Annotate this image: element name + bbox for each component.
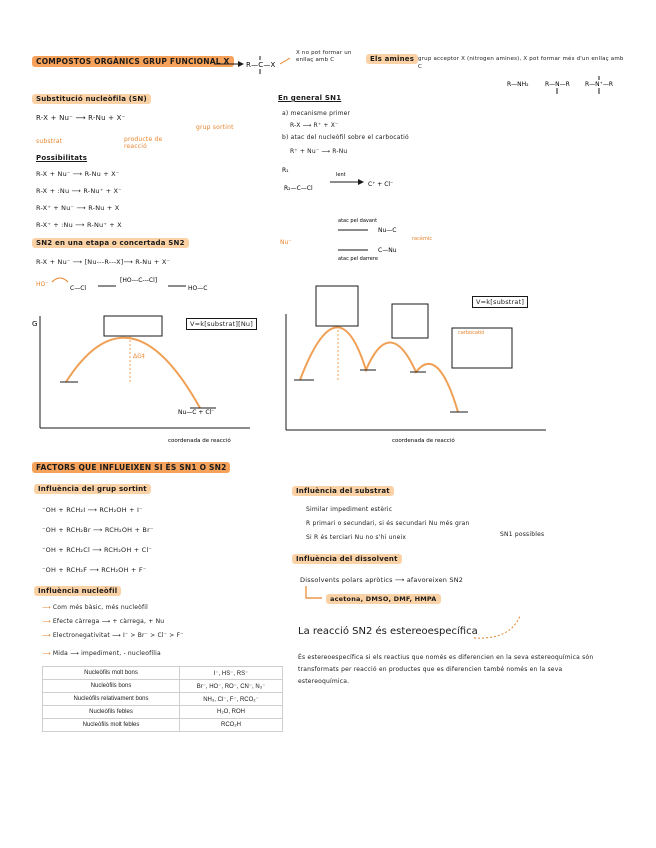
- table-cell: H₂O, ROH: [180, 706, 283, 719]
- sn2-energy-curve: [66, 338, 200, 408]
- table-cell: Nucleòfils relativament bons: [43, 693, 180, 706]
- solvent-heading: Influència del dissolvent: [292, 554, 402, 564]
- sn1-energy-curve: [300, 327, 458, 412]
- svg-text:C—Cl: C—Cl: [70, 285, 87, 292]
- sn1-rate-law: V=k[substrat]: [472, 296, 528, 308]
- sn2-heading: SN2 en una etapa o concertada SN2: [32, 238, 189, 248]
- svg-text:R—NH₂: R—NH₂: [507, 81, 529, 88]
- nucleo-heading: Influència nucleòfil: [34, 586, 121, 596]
- substrate-item-1: Similar impediment estèric: [306, 506, 393, 513]
- sn1-heading: En general SN1: [278, 94, 342, 102]
- substrate-note: SN1 possibles: [500, 531, 545, 538]
- functional-group-drawing: [210, 52, 290, 82]
- sn2-energy-diagram: [30, 312, 256, 446]
- table-row: [43, 706, 283, 719]
- svg-text:HO⁻: HO⁻: [36, 281, 49, 288]
- title-structure: [210, 52, 290, 84]
- sn1-step-a-eq: R-X ⟶ R⁺ + X⁻: [290, 122, 339, 129]
- table-cell: Nucleòfils febles: [43, 706, 180, 719]
- amine-structures: [505, 72, 615, 98]
- svg-text:R₂—C—Cl: R₂—C—Cl: [284, 185, 313, 192]
- sn1-label-racemic: racèmic: [412, 236, 432, 242]
- table-row: [43, 680, 283, 693]
- factors-heading: FACTORS QUE INFLUEIXEN SI ÉS SN1 O SN2: [32, 462, 230, 473]
- svg-text:R—N—R: R—N—R: [545, 81, 570, 88]
- sn2-equation: R-X + Nu⁻ ⟶ [Nu---R---X]⟶ R-Nu + X⁻: [36, 258, 171, 266]
- svg-text:R₁: R₁: [282, 167, 289, 174]
- sn-example-4: R-X⁺ + :Nu ⟶ R-Nu⁺ + X: [36, 221, 122, 229]
- stereo-heading: La reacció SN2 és estereoespecífica: [298, 626, 478, 637]
- sn2-axis-y-label: G: [32, 320, 38, 328]
- sn-label-product: producte de reacció: [124, 136, 163, 150]
- leaving-eq-3: ⁻OH + RCH₂Cl ⟶ RCH₂OH + Cl⁻: [42, 546, 153, 554]
- table-cell: Nucleòfils molt bons: [43, 667, 180, 680]
- sn-heading: Substitució nucleòfila (SN): [32, 94, 151, 104]
- sn1-label-back: atac pel darrere: [338, 256, 378, 262]
- svg-text:HO—C: HO—C: [188, 285, 208, 292]
- table-cell: RCO₂H: [180, 719, 283, 732]
- sn-example-3: R-X⁺ + Nu⁻ ⟶ R-Nu + X: [36, 204, 120, 212]
- table-cell: Br⁻, HO⁻, RO⁻, CN⁻, N₃⁻: [180, 680, 283, 693]
- table-cell: Nucleòfils molt febles: [43, 719, 180, 732]
- sn2-products: Nu—C + Cl⁻: [178, 409, 215, 416]
- nucleo-item-4: ⟶ Mida ⟶ impediment, - nucleofília: [42, 650, 161, 657]
- sn2-rate-law: V=k[substrat][Nu]: [186, 318, 257, 330]
- substrate-item-2: R primari o secundari, si és secundari Nu més gran: [306, 520, 470, 527]
- table-cell: I⁻, HS⁻, RS⁻: [180, 667, 283, 680]
- nucleo-item-3: ⟶ Electronegativitat ⟶ I⁻ > Br⁻ > Cl⁻ > F⁻: [42, 632, 184, 639]
- solvent-item: Dissolvents polars apròtics ⟶ afavoreixen SN2: [300, 576, 464, 584]
- sn2-axis-x-label: coordenada de reacció: [168, 438, 231, 444]
- sn1-step-a: a) mecanisme primer: [282, 110, 351, 117]
- sn1-step-b-eq: R⁺ + Nu⁻ ⟶ R-Nu: [290, 148, 348, 155]
- svg-text:[HO---C---Cl]: [HO---C---Cl]: [120, 277, 158, 284]
- svg-text:C—Nu: C—Nu: [378, 247, 397, 254]
- sn-examples-heading: Possibilitats: [36, 154, 88, 162]
- table-row: [43, 667, 283, 680]
- leaving-heading: Influència del grup sortint: [34, 484, 151, 494]
- table-row: [43, 693, 283, 706]
- sn1-carbocation-label: carbocatió: [458, 330, 485, 336]
- solvent-arrow: [302, 586, 326, 604]
- nucleophile-table: [42, 666, 283, 732]
- leaving-eq-1: ⁻OH + RCH₂I ⟶ RCH₂OH + I⁻: [42, 506, 143, 514]
- page-title: COMPOSTOS ORGÀNICS GRUP FUNCIONAL X: [32, 56, 234, 67]
- bases-label: Els amines: [366, 54, 418, 64]
- leaving-eq-4: ⁻OH + RCH₂F ⟶ RCH₂OH + F⁻: [42, 566, 147, 574]
- svg-text:C⁺ + Cl⁻: C⁺ + Cl⁻: [368, 181, 394, 188]
- table-row: [43, 719, 283, 732]
- svg-text:Nu—C: Nu—C: [378, 227, 397, 234]
- nucleo-item-1: ⟶ Com més bàsic, més nucleòfil: [42, 604, 149, 611]
- sn-example-1: R-X + Nu⁻ ⟶ R-Nu + X⁻: [36, 170, 120, 178]
- sn-general-equation: R-X + Nu⁻ ⟶ R-Nu + X⁻: [36, 114, 126, 122]
- svg-text:R—N⁺—R: R—N⁺—R: [585, 81, 613, 88]
- substrate-item-3: Si R és terciari Nu no s'hi uneix: [306, 534, 407, 541]
- nucleo-item-2: ⟶ Efecte càrrega ⟶ + càrrega, + Nu: [42, 618, 165, 625]
- sn-label-substrate: substrat: [36, 138, 63, 145]
- sn1-label-front: atac pel davant: [338, 218, 378, 224]
- svg-text:R—C—X: R—C—X: [246, 61, 276, 69]
- sn1-axis-x-label: coordenada de reacció: [392, 438, 455, 444]
- sn1-energy-diagram: [280, 284, 552, 446]
- table-cell: NH₃, Cl⁻, F⁻, RCO₂⁻: [180, 693, 283, 706]
- sn2-dg-label: ΔG‡: [133, 353, 145, 360]
- sn2-mechanism-drawing: [36, 272, 226, 308]
- sn-example-2: R-X + :Nu ⟶ R-Nu⁺ + X⁻: [36, 187, 122, 195]
- leaving-eq-2: ⁻OH + RCH₂Br ⟶ RCH₂OH + Br⁻: [42, 526, 154, 534]
- bases-text: grup acceptor X (nitrogen amines), X pot formar més d'un enllaç amb C: [418, 56, 624, 70]
- table-cell: Nucleòfils bons: [43, 680, 180, 693]
- sn1-mechanism-drawing: [278, 160, 478, 280]
- sn1-label-slow: lent: [336, 172, 346, 178]
- solvent-examples: acetona, DMSO, DMF, HMPA: [326, 594, 441, 604]
- stereo-text: És estereoespecífica si els reactius que només es diferencien en la seva estereoquímica són transformats per reacció en productes que es diferencien també només en la seva estereoquímica.: [298, 654, 594, 685]
- substrate-heading: Influència del substrat: [292, 486, 394, 496]
- svg-text:Nu⁻: Nu⁻: [280, 239, 292, 246]
- stereo-arrow: [470, 610, 530, 646]
- sn-label-leaving: grup sortint: [196, 124, 234, 131]
- top-note: X no pot formar un enllaç amb C: [296, 50, 352, 63]
- sn1-step-b: b) atac del nucleòfil sobre el carbocatió: [282, 134, 409, 141]
